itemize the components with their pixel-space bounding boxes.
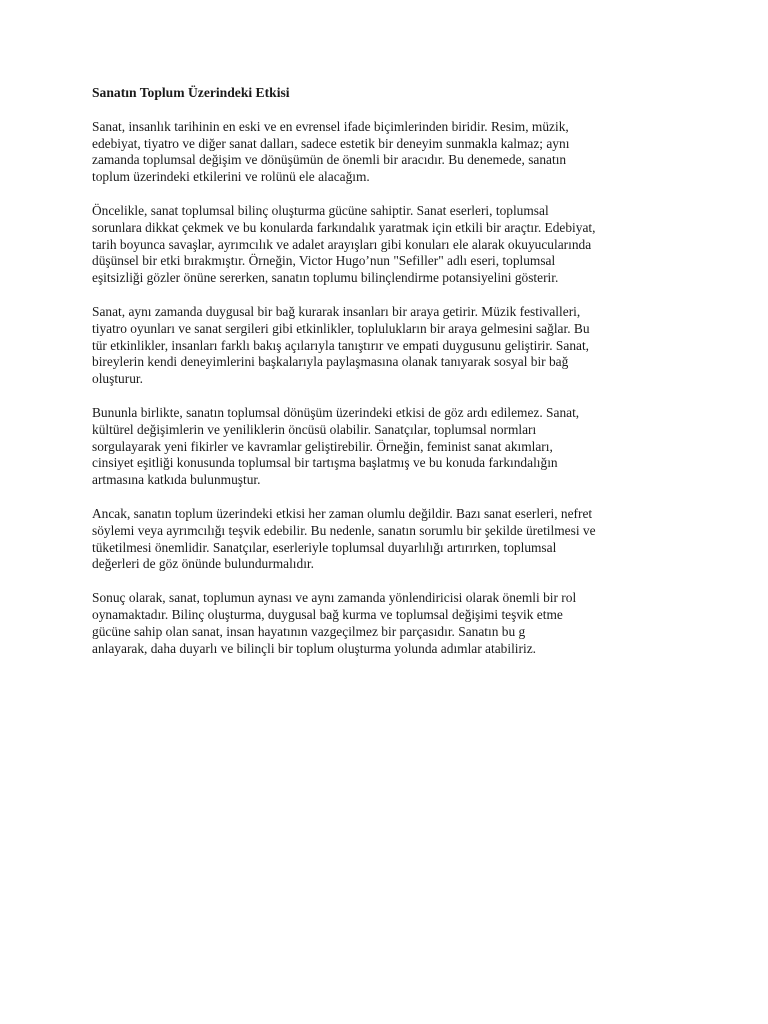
- paragraph-line: bireylerin kendi deneyimlerini başkalarıyla paylaşmasına olanak tanıyarak sosyal bir bağ: [92, 354, 569, 370]
- paragraph-line: toplum üzerindeki etkilerini ve rolünü ele alacağım.: [92, 169, 370, 185]
- paragraph-line: Sanat, aynı zamanda duygusal bir bağ kurarak insanları bir araya getirir. Müzik festivalleri,: [92, 303, 581, 319]
- paragraph-line: söylemi veya ayrımcılığı teşvik edebilir. Bu nedenle, sanatın sorumlu bir şekilde üretilmesi ve: [92, 522, 596, 538]
- paragraph-line: anlayarak, daha duyarlı ve bilinçli bir toplum oluşturma yolunda adımlar atabiliriz.: [92, 640, 536, 656]
- paragraph-line: edebiyat, tiyatro ve diğer sanat dalları, sadece estetik bir deneyim sunmakla kalmaz; aynı: [92, 135, 570, 151]
- paragraph-line: Öncelikle, sanat toplumsal bilinç oluşturma gücüne sahiptir. Sanat eserleri, toplumsal: [92, 202, 549, 218]
- paragraph-3: [92, 304, 686, 388]
- paragraph-line: düşünsel bir etki bırakmıştır. Örneğin, Victor Hugo’nun "Sefiller" adlı eseri, toplumsal: [92, 253, 556, 269]
- paragraph-line: Bununla birlikte, sanatın toplumsal dönüşüm üzerindeki etkisi de göz ardı edilemez. Sanat,: [92, 404, 580, 420]
- paragraph-line: artmasına katkıda bulunmuştur.: [92, 472, 261, 488]
- paragraph-4: [92, 405, 686, 489]
- paragraph-line: cinsiyet eşitliği konusunda toplumsal bir tartışma başlatmış ve bu konuda farkındalığın: [92, 455, 558, 471]
- paragraph-line: değerleri de göz önünde bulundurmalıdır.: [92, 556, 314, 572]
- document-body: [92, 85, 686, 674]
- paragraph-line: tür etkinlikler, insanları farklı bakış açılarıyla tanıştırır ve empati duygusunu geliştirir. Sanat,: [92, 337, 590, 353]
- paragraph-line: tarih boyunca savaşlar, ayrımcılık ve adalet arayışları gibi konuları ele alarak okuyucularında: [92, 236, 592, 252]
- paragraph-1: [92, 119, 686, 186]
- document-title: Sanatın Toplum Üzerindeki Etkisi: [92, 85, 290, 100]
- paragraph-2: [92, 203, 686, 287]
- paragraph-6: [92, 590, 686, 657]
- paragraph-line: gücüne sahip olan sanat, insan hayatının vazgeçilmez bir parçasıdır. Sanatın bu g: [92, 623, 526, 639]
- paragraph-line: Sonuç olarak, sanat, toplumun aynası ve aynı zamanda yönlendiricisi olarak önemli bir rol: [92, 590, 577, 606]
- paragraph-line: oynamaktadır. Bilinç oluşturma, duygusal bağ kurma ve toplumsal değişimi teşvik etme: [92, 606, 563, 622]
- paragraph-line: Ancak, sanatın toplum üzerindeki etkisi her zaman olumlu değildir. Bazı sanat eserleri, nefret: [92, 505, 593, 521]
- paragraph-line: tüketilmesi önemlidir. Sanatçılar, eserleriyle toplumsal duyarlılığı artırırken, toplumsal: [92, 539, 557, 555]
- paragraph-line: sorunlara dikkat çekmek ve bu konularda farkındalık yaratmak için etkili bir araçtır. Edebiyat,: [92, 219, 596, 235]
- paragraph-line: zamanda toplumsal değişim ve dönüşümün de önemli bir aracıdır. Bu denemede, sanatın: [92, 152, 567, 168]
- paragraph-line: sorgulayarak yeni fikirler ve kavramlar geliştirebilir. Örneğin, feminist sanat akımları,: [92, 438, 553, 454]
- paragraph-line: tiyatro oyunları ve sanat sergileri gibi etkinlikler, toplulukların bir araya gelmesini sağlar. Bu: [92, 320, 590, 336]
- paragraph-line: eşitsizliği gözler önüne sererken, sanatın toplumu bilinçlendirme potansiyelini gösterir.: [92, 270, 559, 286]
- paragraph-line: kültürel değişimlerin ve yeniliklerin öncüsü olabilir. Sanatçılar, toplumsal normları: [92, 421, 537, 437]
- paragraph-line: Sanat, insanlık tarihinin en eski ve en evrensel ifade biçimlerinden biridir. Resim, müzik,: [92, 118, 569, 134]
- paragraph-5: [92, 506, 686, 573]
- paragraph-line: oluşturur.: [92, 371, 143, 387]
